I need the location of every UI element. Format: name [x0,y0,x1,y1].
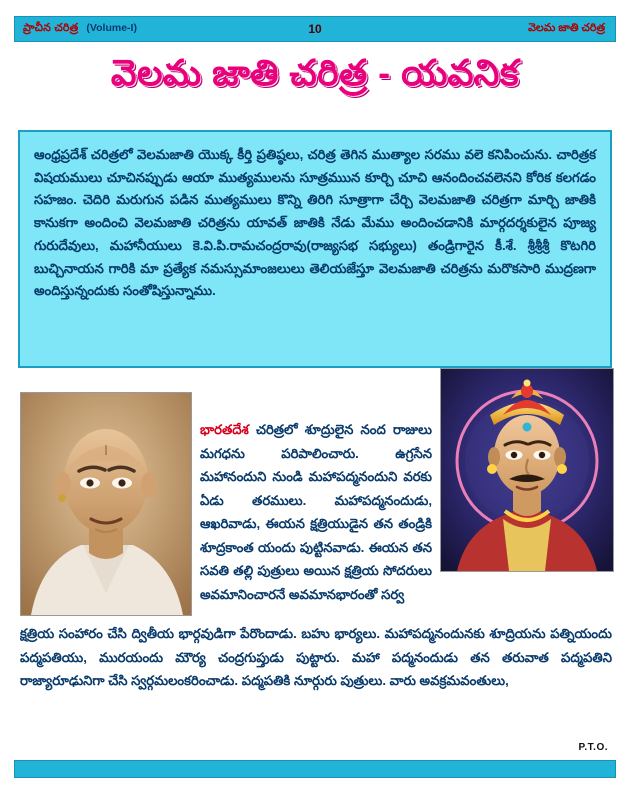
page-title: వెలమ జాతి చరిత్ర - యవనిక [110,52,520,93]
body-paragraph-full: క్షత్రియ సంహారం చేసి ద్వితీయ భార్గవుడిగా పేరొందాడు. బహు భార్యలు. మహాపద్మనందునకు శూద్రియను పత్నియందు పద్మపతియు, మురయందు మౌర్య చంద్రగుప్తుడు పుట్టారు. మహా పద్మనందుడు తన తరువాత పద్మపతిని రాజ్యారూఢునిగా చేసి స్వర్గమలంకరించాడు. పద్మపతికి నూర్గురు పుత్రులు. వారు అవక్రమవంతులు, [20,626,612,688]
header-book-title: ప్రాచీన చరిత్ర [23,21,79,34]
chanakya-portrait [20,392,192,616]
header-volume-label: (Volume-I) [86,21,137,34]
body-column-text: చరిత్రలో శూద్రులైన నంద రాజులు మగధను పరిపాలించారు. ఉగ్రసేన మహానందుని నుండి మహాపద్మనందుని వరకు ఏడు తరములు. మహాపద్మనందుడు, ఆఖరివాడు, ఈయన క్షత్రియుడైన తన తండ్రికి శూద్రకాంత యందు పుట్టినవాడు. ఈయన తన సవతి తల్లి పుత్రులు అయిన క్షత్రియ సోదరులు అవమానించారనే అవమానభారంతో సర్వ [200,422,432,602]
page-turn-over-label: P.T.O. [578,742,608,753]
intro-callout-box [18,130,612,368]
intro-paragraph: ఆంధ్రప్రదేశ్ చరిత్రలో వెలమజాతి యొక్క కీర్తి ప్రతిష్ఠలు, చరిత్ర తెగిన ముత్యాల సరము వలె కనిపించును. చారిత్రక విషయములు చూచినప్పుడు ఆయా ముత్యములను సూత్రముున కూర్చి చూచి ఆనందించవలెనని కోరిక కలగడం సహజం. చెదిరి మరుగున పడిన ముత్యములు కొన్ని తిరిగి సూత్రాగా చేర్చి వెలమజాతి చరిత్రగా మార్చి జాతికి కానుకగా అందించి వెలమజాతి చరిత్రను యావత్ జాతికి నేడు మేము అందించడానికి మార్గదర్శకులైన పూజ్య గురుదేవులు, మహానీయులు కె.వి.పి.రామచంద్రరావు(రాజ్యసభ సభ్యులు) తండ్రిగారైన కీ.శే. శ్రీశ్రీశ్రీ కొటగిరి బుచ్చినాయన గారికి మా ప్రత్యేక నమస్సుమాంజలులు తెలియజేస్తూ వెలమజాతి చరిత్రను మరొకసారి ముద్రణగా అందిస్తున్నందుకు సంతోషిస్తున్నాము. [34,147,596,299]
king-portrait [440,368,614,572]
body-paragraph-column [200,418,432,606]
body-highlight-word: భారతదేశ [200,422,249,437]
page-header-bar [14,16,616,42]
header-page-number: 10 [308,22,322,36]
header-section-title: వెలమ జాతి చరిత్ర [528,21,605,34]
page-footer-bar [14,760,616,778]
